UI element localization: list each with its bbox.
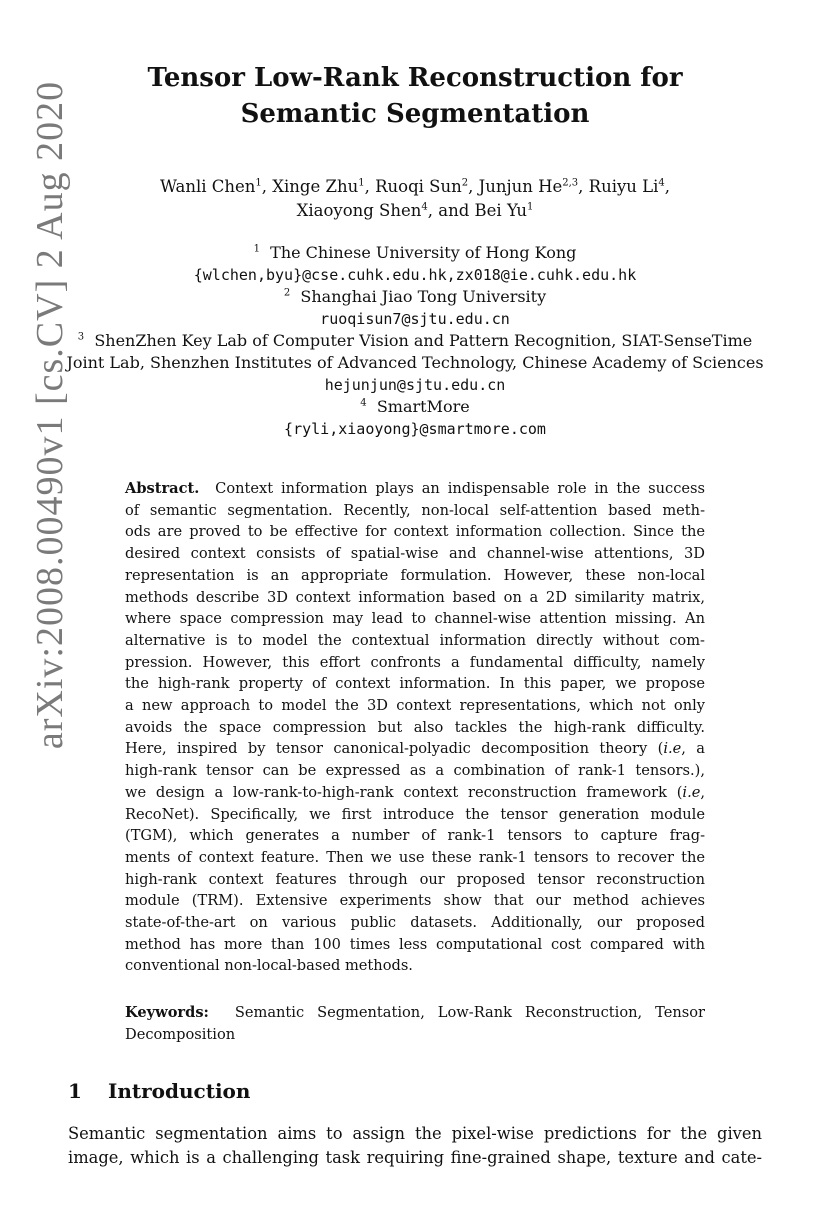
affiliation-email: ruoqisun7@sjtu.edu.cn	[320, 310, 510, 328]
author-affil-mark: 4	[421, 201, 428, 213]
author-name: Xiaoyong Shen	[296, 201, 422, 220]
affiliation-email: hejunjun@sjtu.edu.cn	[324, 376, 506, 394]
affiliation-mark: 2	[283, 287, 291, 299]
abstract-text: , a	[681, 740, 706, 758]
affiliation-mark: 4	[360, 397, 367, 409]
affiliation-line	[60, 330, 770, 352]
abstract-italic: i.e	[682, 783, 701, 801]
abstract-line: method has more than 100 times less computational cost compared with	[125, 935, 705, 953]
author-separator: ,	[578, 177, 589, 196]
author-separator: ,	[664, 177, 671, 196]
abstract-line: a new approach to model the 3D context representations, which not only	[125, 697, 705, 715]
affiliation-line	[60, 396, 770, 418]
affiliation-line	[60, 286, 770, 308]
affiliation-name: SmartMore	[376, 397, 470, 416]
abstract-line	[125, 738, 705, 760]
abstract-text: ,	[700, 783, 705, 801]
abstract-line: (TGM), which generates a number of rank-1 tensors to capture frag-	[125, 827, 705, 845]
abstract-text: Context information plays an indispensable role in the success	[215, 480, 705, 497]
keywords-label: Keywords:	[125, 1004, 209, 1021]
title-line: Semantic Segmentation	[240, 99, 590, 129]
author-separator: , and	[427, 201, 475, 220]
abstract-line: ods are proved to be effective for context information collection. Since the	[125, 523, 705, 541]
author-name: Xinge Zhu	[272, 177, 359, 196]
affiliation-mark: 3	[77, 331, 85, 343]
abstract-text: Here, inspired by tensor canonical-polyadic decomposition theory (	[125, 740, 664, 758]
author-separator: ,	[364, 177, 376, 196]
author-affil-mark: 2,3	[562, 177, 579, 189]
abstract-line	[125, 478, 705, 500]
title-line: Tensor Low-Rank Reconstruction for	[147, 63, 683, 93]
intro-paragraph	[68, 1122, 762, 1170]
affiliation-name: Shanghai Jiao Tong University	[300, 287, 547, 306]
affiliation-mark: 1	[253, 243, 260, 255]
author-separator: ,	[261, 177, 273, 196]
author-line	[100, 199, 730, 223]
abstract-line: alternative is to model the contextual information directly without com-	[125, 631, 705, 649]
abstract-line	[125, 782, 705, 804]
abstract-text: we design a low-rank-to-high-rank context reconstruction framework (	[125, 783, 683, 801]
abstract	[125, 478, 705, 977]
author-affil-mark: 1	[255, 177, 262, 189]
abstract-line: where space compression may lead to channel-wise attention missing. An	[125, 610, 705, 628]
author-line	[100, 175, 730, 199]
abstract-line: the high-rank property of context information. In this paper, we propose	[125, 675, 705, 693]
abstract-line: avoids the space compression but also tackles the high-rank difficulty.	[125, 718, 705, 736]
author-name: Ruoqi Sun	[375, 177, 462, 196]
affiliation-email: {wlchen,byu}@cse.cuhk.edu.hk,zx018@ie.cuhk.edu.hk	[193, 266, 637, 284]
author-name: Wanli Chen	[159, 177, 256, 196]
abstract-line: high-rank context features through our proposed tensor reconstruction	[125, 870, 705, 888]
abstract-line: module (TRM). Extensive experiments show that our method achieves	[125, 892, 705, 910]
affiliation-block	[60, 242, 770, 440]
abstract-line: conventional non-local-based methods.	[125, 957, 413, 975]
author-name: Bei Yu	[474, 201, 528, 220]
abstract-line: RecoNet). Specifically, we first introduce the tensor generation module	[125, 805, 705, 823]
keywords-text: Semantic Segmentation, Low-Rank Reconstruction, Tensor	[234, 1004, 706, 1021]
author-separator: ,	[468, 177, 479, 196]
paper-title	[110, 60, 720, 132]
abstract-line: representation is an appropriate formulation. However, these non-local	[125, 566, 705, 584]
author-name: Junjun He	[478, 177, 563, 196]
section-number: 1	[68, 1079, 82, 1103]
keywords-line: Decomposition	[125, 1025, 236, 1043]
affiliation-email: {ryli,xiaoyong}@smartmore.com	[284, 420, 546, 438]
section-heading	[68, 1076, 250, 1106]
author-affil-mark: 4	[658, 177, 665, 189]
abstract-line: ments of context feature. Then we use these rank-1 tensors to recover the	[125, 848, 705, 866]
keywords-line	[125, 1002, 705, 1024]
intro-line: image, which is a challenging task requiring fine-grained shape, texture and cate-	[68, 1148, 762, 1167]
abstract-line: pression. However, this effort confronts a fundamental difficulty, namely	[125, 653, 705, 671]
affiliation-name: ShenZhen Key Lab of Computer Vision and Pattern Recognition, SIAT-SenseTime	[94, 331, 753, 350]
affiliation-name: Joint Lab, Shenzhen Institutes of Advanced Technology, Chinese Academy of Sciences	[66, 353, 764, 372]
abstract-italic: i.e	[663, 740, 682, 758]
author-name: Ruiyu Li	[588, 177, 659, 196]
author-affil-mark: 1	[358, 177, 365, 189]
abstract-line: methods describe 3D context information based on a 2D similarity matrix,	[125, 588, 705, 606]
abstract-label: Abstract.	[125, 480, 200, 497]
affiliation-name: The Chinese University of Hong Kong	[270, 243, 577, 262]
abstract-line: of semantic segmentation. Recently, non-local self-attention based meth-	[125, 501, 705, 519]
affiliation-line	[60, 242, 770, 264]
author-list	[100, 175, 730, 223]
author-affil-mark: 2	[461, 177, 469, 189]
section-title: Introduction	[108, 1079, 251, 1103]
abstract-line: state-of-the-art on various public datasets. Additionally, our proposed	[125, 914, 705, 932]
arxiv-identifier-text: arXiv:2008.00490v1 [cs.CV] 2 Aug 2020	[29, 80, 71, 750]
abstract-line: high-rank tensor can be expressed as a combination of rank-1 tensors.),	[125, 762, 705, 780]
author-affil-mark: 1	[527, 201, 534, 213]
abstract-line: desired context consists of spatial-wise and channel-wise attentions, 3D	[125, 545, 705, 563]
keywords	[125, 1002, 705, 1045]
intro-line: Semantic segmentation aims to assign the pixel-wise predictions for the given	[68, 1124, 762, 1143]
